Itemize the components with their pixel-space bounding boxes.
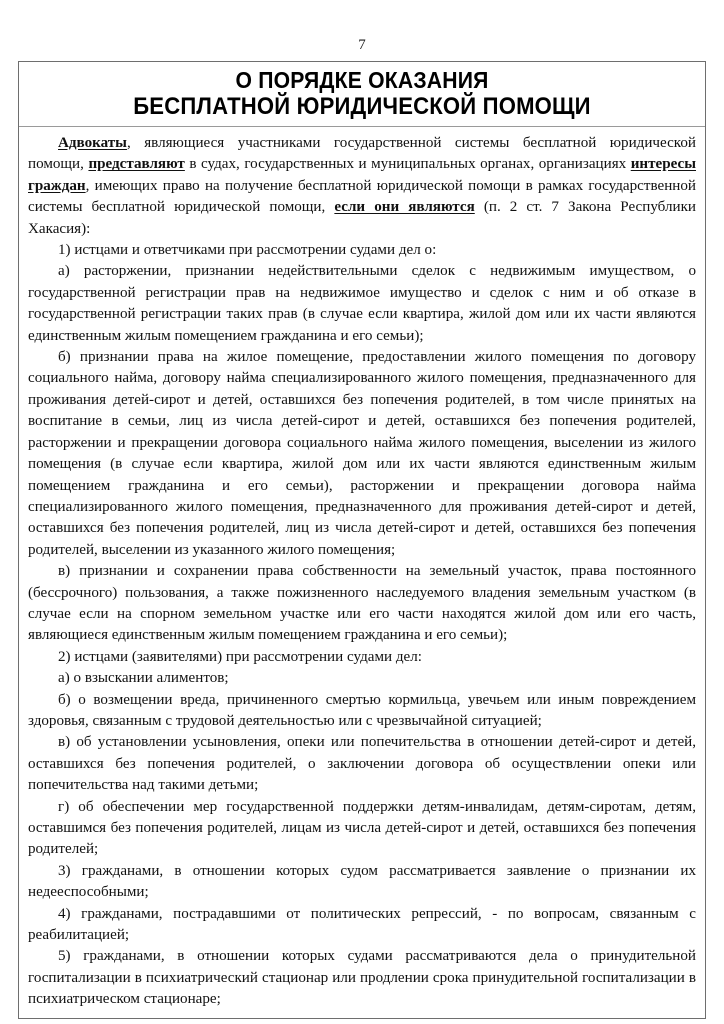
intro-term-citizen-interests: интересы граждан — [28, 156, 696, 194]
body-paragraph: 1) истцами и ответчиками при рассмотрении судами дел о: — [58, 242, 437, 259]
body-paragraph: б) признании права на жилое помещение, предоставлении жилого помещения по договору социального найма, договору найма специализированного жилого помещения, предназначенного для проживания детей-сирот и детей, оставшихся без попечения родителей, в том числе принятых на воспитание в семьи, лиц из числа детей-сирот и детей, оставшихся без попечения родителей, расторжении и прекращении договора социального найма жилого помещения, выселении из жилого помещения (в случае если квартира, жилой дом или их части являются единственным жилым помещением гражданина и его семьи), расторжении и прекращении договора найма специализированного жилого помещения, предназначенного для проживания детей-сирот и детей, оставшихся без попечения родителей, лиц из числа детей-сирот и детей, оставшихся без попечения родителей, выселении из указанного жилого помещения; — [28, 349, 696, 558]
body-paragraph: 3) гражданами, в отношении которых судом рассматривается заявление о признании их недееспособными; — [28, 862, 696, 901]
document-title-line-1: О ПОРЯДКЕ ОКАЗАНИЯ — [235, 67, 489, 93]
page-number: 7 — [358, 37, 366, 53]
body-paragraph: 2) истцами (заявителями) при рассмотрении судами дел: — [58, 648, 422, 665]
intro-term-represent: представляют — [88, 156, 185, 173]
document-body — [19, 127, 705, 1018]
intro-paragraph — [28, 133, 696, 240]
body-paragraph: а) расторжении, признании недействительными сделок с недвижимым имуществом, о государственной регистрации прав на недвижимое имущество и сделок с ним и об отказе в государственной регистрации таких прав (в случае если квартира, жилой дом или их части являются единственным жилым помещением гражданина и его семьи); — [28, 263, 696, 344]
body-paragraph: 5) гражданами, в отношении которых судами рассматриваются дела о принудительной госпитализации в психиатрический стационар или продлении срока принудительной госпитализации в психиатрическом стационаре; — [28, 948, 696, 1008]
document-title-line-2: БЕСПЛАТНОЙ ЮРИДИЧЕСКОЙ ПОМОЩИ — [133, 93, 591, 120]
body-paragraph: в) признании и сохранении права собственности на земельный участок, права постоянного (бессрочного) пользования, а также пожизненного наследуемого владения земельным участком (в случае если на спорном земельном участке или его части находятся жилой дом или его часть, являющиеся единственным жилым помещением гражданина и его семьи); — [28, 563, 696, 644]
body-paragraph: а) о взыскании алиментов; — [58, 670, 229, 687]
intro-text-3: , имеющих право на получение бесплатной юридической помощи в рамках государственной системы бесплатной юридической помощи, — [28, 177, 696, 216]
intro-text-4: (п. 2 ст. 7 Закона Республики Хакасия): — [28, 199, 696, 237]
intro-term-advocates: Адвокаты — [58, 135, 127, 151]
body-paragraph: г) об обеспечении мер государственной поддержки детям-инвалидам, детям-сиротам, детям, оставшимся без попечения родителей, лицам из числа детей-сирот и детей, оставшихся без попечения родителей; — [28, 798, 696, 858]
body-paragraph: в) об установлении усыновления, опеки или попечительства в отношении детей-сирот и детей, оставшихся без попечения родителей, о заключении договора об осуществлении опеки или попечительства над такими детьми; — [28, 734, 696, 794]
document-title-box — [19, 62, 705, 127]
document-frame — [18, 61, 706, 1019]
intro-text-1: , являющиеся участниками государственной системы бесплатной юридической помощи, — [28, 135, 696, 173]
intro-term-if-they-are: если они являются — [334, 199, 475, 216]
body-paragraph: б) о возмещении вреда, причиненного смертью кормильца, увечьем или иным повреждением здоровья, связанным с трудовой деятельностью или с чрезвычайной ситуацией; — [28, 691, 696, 729]
body-paragraph: 4) гражданами, пострадавшими от политических репрессий, - по вопросам, связанным с реабилитацией; — [28, 905, 696, 944]
intro-text-2: в судах, государственных и муниципальных органах, организациях — [184, 156, 631, 173]
